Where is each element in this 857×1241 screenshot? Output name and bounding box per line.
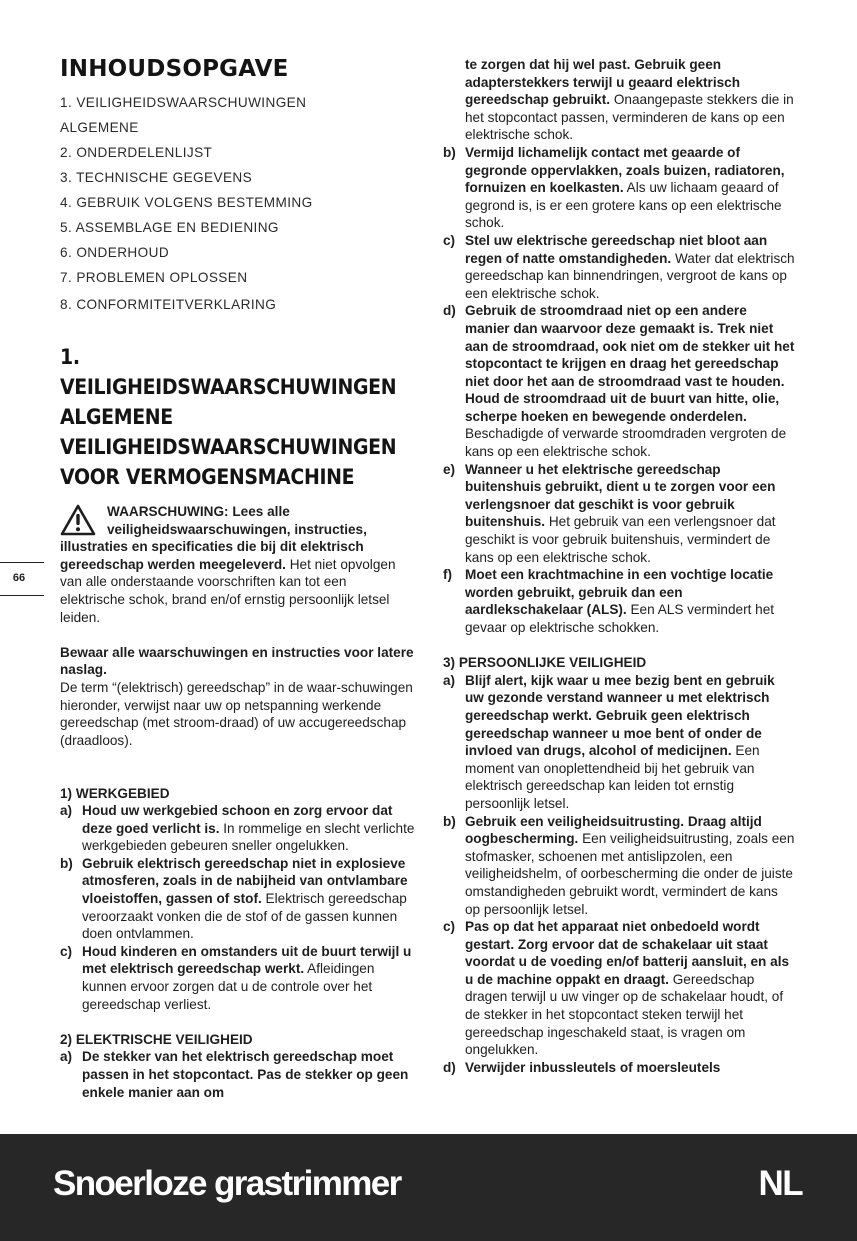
warning-text: Het niet opvolgen van alle onderstaande voorschriften kan tot een elektrische schok, brand en/of ernstig persoonlijk letsel leiden. [60, 556, 396, 625]
list-item-label: b) [60, 855, 73, 871]
page-number-tab [0, 562, 44, 596]
footer-bar [0, 1134, 857, 1241]
toc-item: ALGEMENE [60, 120, 139, 135]
list-item-text: Water dat elektrisch gereedschap kan binnendringen, vergroot de kans op een elektrische schok. [465, 250, 795, 301]
left-column [60, 56, 415, 1101]
toc-item: 6. ONDERHOUD [60, 245, 170, 260]
list-item-text: Gereedschap dragen terwijl u uw vinger op de schakelaar houdt, of de stekker in het stopcontact steken terwijl het gereedschap ingeschakeld staat, is vragen om ongelukken. [465, 971, 784, 1058]
list-item-text: In rommelige en slecht verlichte werkgebieden gebeuren sneller ongelukken. [82, 820, 415, 854]
list-item-label: c) [443, 232, 456, 248]
list-item [443, 1059, 795, 1077]
list-item-bold: Stel uw elektrische gereedschap niet bloot aan regen of natte omstandigheden. [465, 232, 768, 266]
list-item [60, 802, 415, 855]
list-item [443, 232, 795, 302]
list-item-bold: Gebruik de stroomdraad niet op een andere manier dan waarvoor deze gemaakt is. Trek niet aan de stroomdraad, ook niet om de stekker uit het stopcontact te krijgen en draag het gereedschap niet door het aan de stroomdraad vast te houden. Houd de stroomdraad uit de buurt van hitte, olie, scherpe hoeken en bewegende onderdelen. [465, 303, 795, 424]
list-item [443, 566, 795, 636]
list-item-bold: Houd kinderen en omstanders uit de buurt terwijl u met elektrisch gereedschap werkt. [82, 943, 412, 977]
toc-list [60, 90, 415, 317]
list-item [60, 943, 415, 1013]
list-item-label: a) [443, 672, 456, 688]
warning-heading: WAARSCHUWING: Lees alle [107, 504, 290, 519]
term-definition: De term “(elektrisch) gereedschap” in de waar-schuwingen hieronder, verwijst naar uw op netspanning werkende gereedschap (met stroom-draad) of uw accugereedschap (draadloos). [60, 679, 413, 748]
list-item-label: e) [443, 461, 456, 477]
section-title-line: VEILIGHEIDSWAARSCHUWINGEN [60, 435, 397, 460]
warning-text-bold: veiligheidswaarschuwingen, instructies, [107, 521, 367, 537]
list-item-text: Onaangepaste stekkers die in het stopcontact passen, verminderen de kans op een elektrische schok. [465, 92, 794, 143]
list-item-text: Beschadigde of verwarde stroomdraden vergroten de kans op een elektrische schok. [465, 426, 787, 460]
list-item-bold: te zorgen dat hij wel past. Gebruik geen adapterstekkers terwijl u geaard elektrisch gereedschap gebruikt. [465, 57, 741, 108]
list-item [443, 461, 795, 567]
list-item-bold: Moet een krachtmachine in een vochtige locatie worden gebruikt, gebruik dan een aardlekschakelaar (ALS). [465, 567, 774, 618]
section-title-line: VOOR VERMOGENSMACHINE [60, 465, 355, 490]
warning-text-bold: illustraties en specificaties die bij dit elektrisch [60, 539, 364, 555]
list-item-continued [443, 56, 795, 144]
list-item-bold: Blijf alert, kijk waar u mee bezig bent en gebruik uw gezonde verstand wanneer u met elektrisch gereedschap werkt. Gebruik geen elektrisch gereedschap wanneer u moe bent of onder de invloed van drugs, alcohol of medicijnen. [465, 672, 775, 759]
warning-triangle-icon [60, 504, 96, 536]
work-area-heading: 1) WERKGEBIED [60, 785, 170, 801]
list-item [443, 918, 795, 1059]
list-item-text: Het gebruik van een verlengsnoer dat geschikt is voor gebruik buitenshuis, vermindert de kans op een elektrische schok. [465, 514, 776, 565]
list-item-bold: De stekker van het elektrisch gereedschap moet passen in het stopcontact. Pas de stekker op geen enkele manier aan om [82, 1049, 409, 1100]
list-item [443, 144, 795, 232]
list-item [443, 813, 795, 919]
toc-item: 5. ASSEMBLAGE EN BEDIENING [60, 220, 279, 235]
list-item-label: c) [60, 943, 73, 959]
electrical-safety-heading: 2) ELEKTRISCHE VEILIGHEID [60, 1031, 253, 1047]
section-title-line: 1. [60, 345, 80, 370]
toc-item: 7. PROBLEMEN OPLOSSEN [60, 270, 248, 285]
list-item-text: Een moment van onoplettendheid bij het gebruik van elektrisch gereedschap kan leiden tot ernstig persoonlijk letsel. [465, 743, 760, 811]
list-item-bold: Verwijder inbussleutels of moersleutels [465, 1059, 721, 1075]
toc-item: 1. VEILIGHEIDSWAARSCHUWINGEN [60, 95, 307, 110]
list-item-text: Elektrisch gereedschap veroorzaakt vonken die de stof of de gassen kunnen doen ontvlammen. [82, 891, 407, 942]
toc-item: 4. GEBRUIK VOLGENS BESTEMMING [60, 195, 313, 210]
right-column [443, 56, 795, 1076]
section-title-line: VEILIGHEIDSWAARSCHUWINGEN [60, 375, 397, 400]
list-item-label: b) [443, 144, 456, 160]
list-item-label: b) [443, 813, 456, 829]
toc-item: 8. CONFORMITEITVERKLARING [60, 297, 277, 312]
list-item-bold: Wanneer u het elektrische gereedschap buitenshuis gebruikt, dient u te zorgen voor een verlengsnoer dat geschikt is voor gebruik buitenshuis. [465, 461, 776, 530]
list-item-text: Een ALS vermindert het gevaar op elektrische schokken. [465, 602, 775, 635]
list-item-bold: Pas op dat het apparaat niet onbedoeld wordt gestart. Zorg ervoor dat de schakelaar uit staat voordat u de voeding en/of batterij aansluit, en als u de machine oppakt en draagt. [465, 919, 790, 987]
list-item-bold: Gebruik elektrisch gereedschap niet in explosieve atmosferen, zoals in de nabijheid van ontvlambare vloeistoffen, gassen of stof. [82, 855, 408, 907]
list-item-bold: Houd uw werkgebied schoon en zorg ervoor dat deze goed verlicht is. [82, 803, 393, 836]
product-title: Snoerloze grastrimmer [53, 1164, 401, 1203]
section-title-line: ALGEMENE [60, 405, 173, 430]
list-item-label: d) [443, 1059, 456, 1075]
page-number: 66 [12, 572, 26, 584]
warning-block [60, 503, 415, 626]
keep-instructions-notice: Bewaar alle waarschuwingen en instructies voor latere naslag. [60, 644, 414, 678]
toc-title: INHOUDSOPGAVE [60, 56, 289, 82]
list-item-bold: Gebruik een veiligheidsuitrusting. Draag altijd oogbescherming. [465, 813, 762, 847]
list-item-text: Een veiligheidsuitrusting, zoals een stofmasker, schoenen met antislipzolen, een veiligheidshelm, of oorbescherming die onder de juiste omstandigheden gebruikt wordt, vermindert de kans op persoonlijk letsel. [465, 831, 795, 917]
list-item-label: a) [60, 1049, 73, 1065]
list-item-label: d) [443, 303, 456, 319]
list-item-bold: Vermijd lichamelijk contact met geaarde of gegronde oppervlakken, zoals buizen, radiatoren, fornuizen en koelkasten. [465, 144, 785, 196]
language-code: NL [758, 1164, 802, 1203]
list-item-text: Als uw lichaam geaard of gegrond is, is er een grotere kans op een elektrische schok. [465, 180, 782, 231]
list-item-label: a) [60, 803, 73, 819]
warning-text-bold: gereedschap werden meegeleverd. [60, 556, 286, 572]
list-item-label: f) [443, 567, 453, 583]
list-item-label: c) [443, 919, 456, 935]
personal-safety-heading: 3) PERSOONLIJKE VEILIGHEID [443, 655, 647, 671]
list-item [443, 672, 795, 813]
list-item-text: Afleidingen kunnen ervoor zorgen dat u de controle over het gereedschap verliest. [82, 961, 375, 1012]
list-item [443, 302, 795, 460]
toc-item: 2. ONDERDELENLIJST [60, 145, 213, 160]
list-item [60, 855, 415, 943]
toc-item: 3. TECHNISCHE GEGEVENS [60, 170, 253, 185]
list-item [60, 1048, 415, 1101]
section-title [60, 343, 412, 493]
